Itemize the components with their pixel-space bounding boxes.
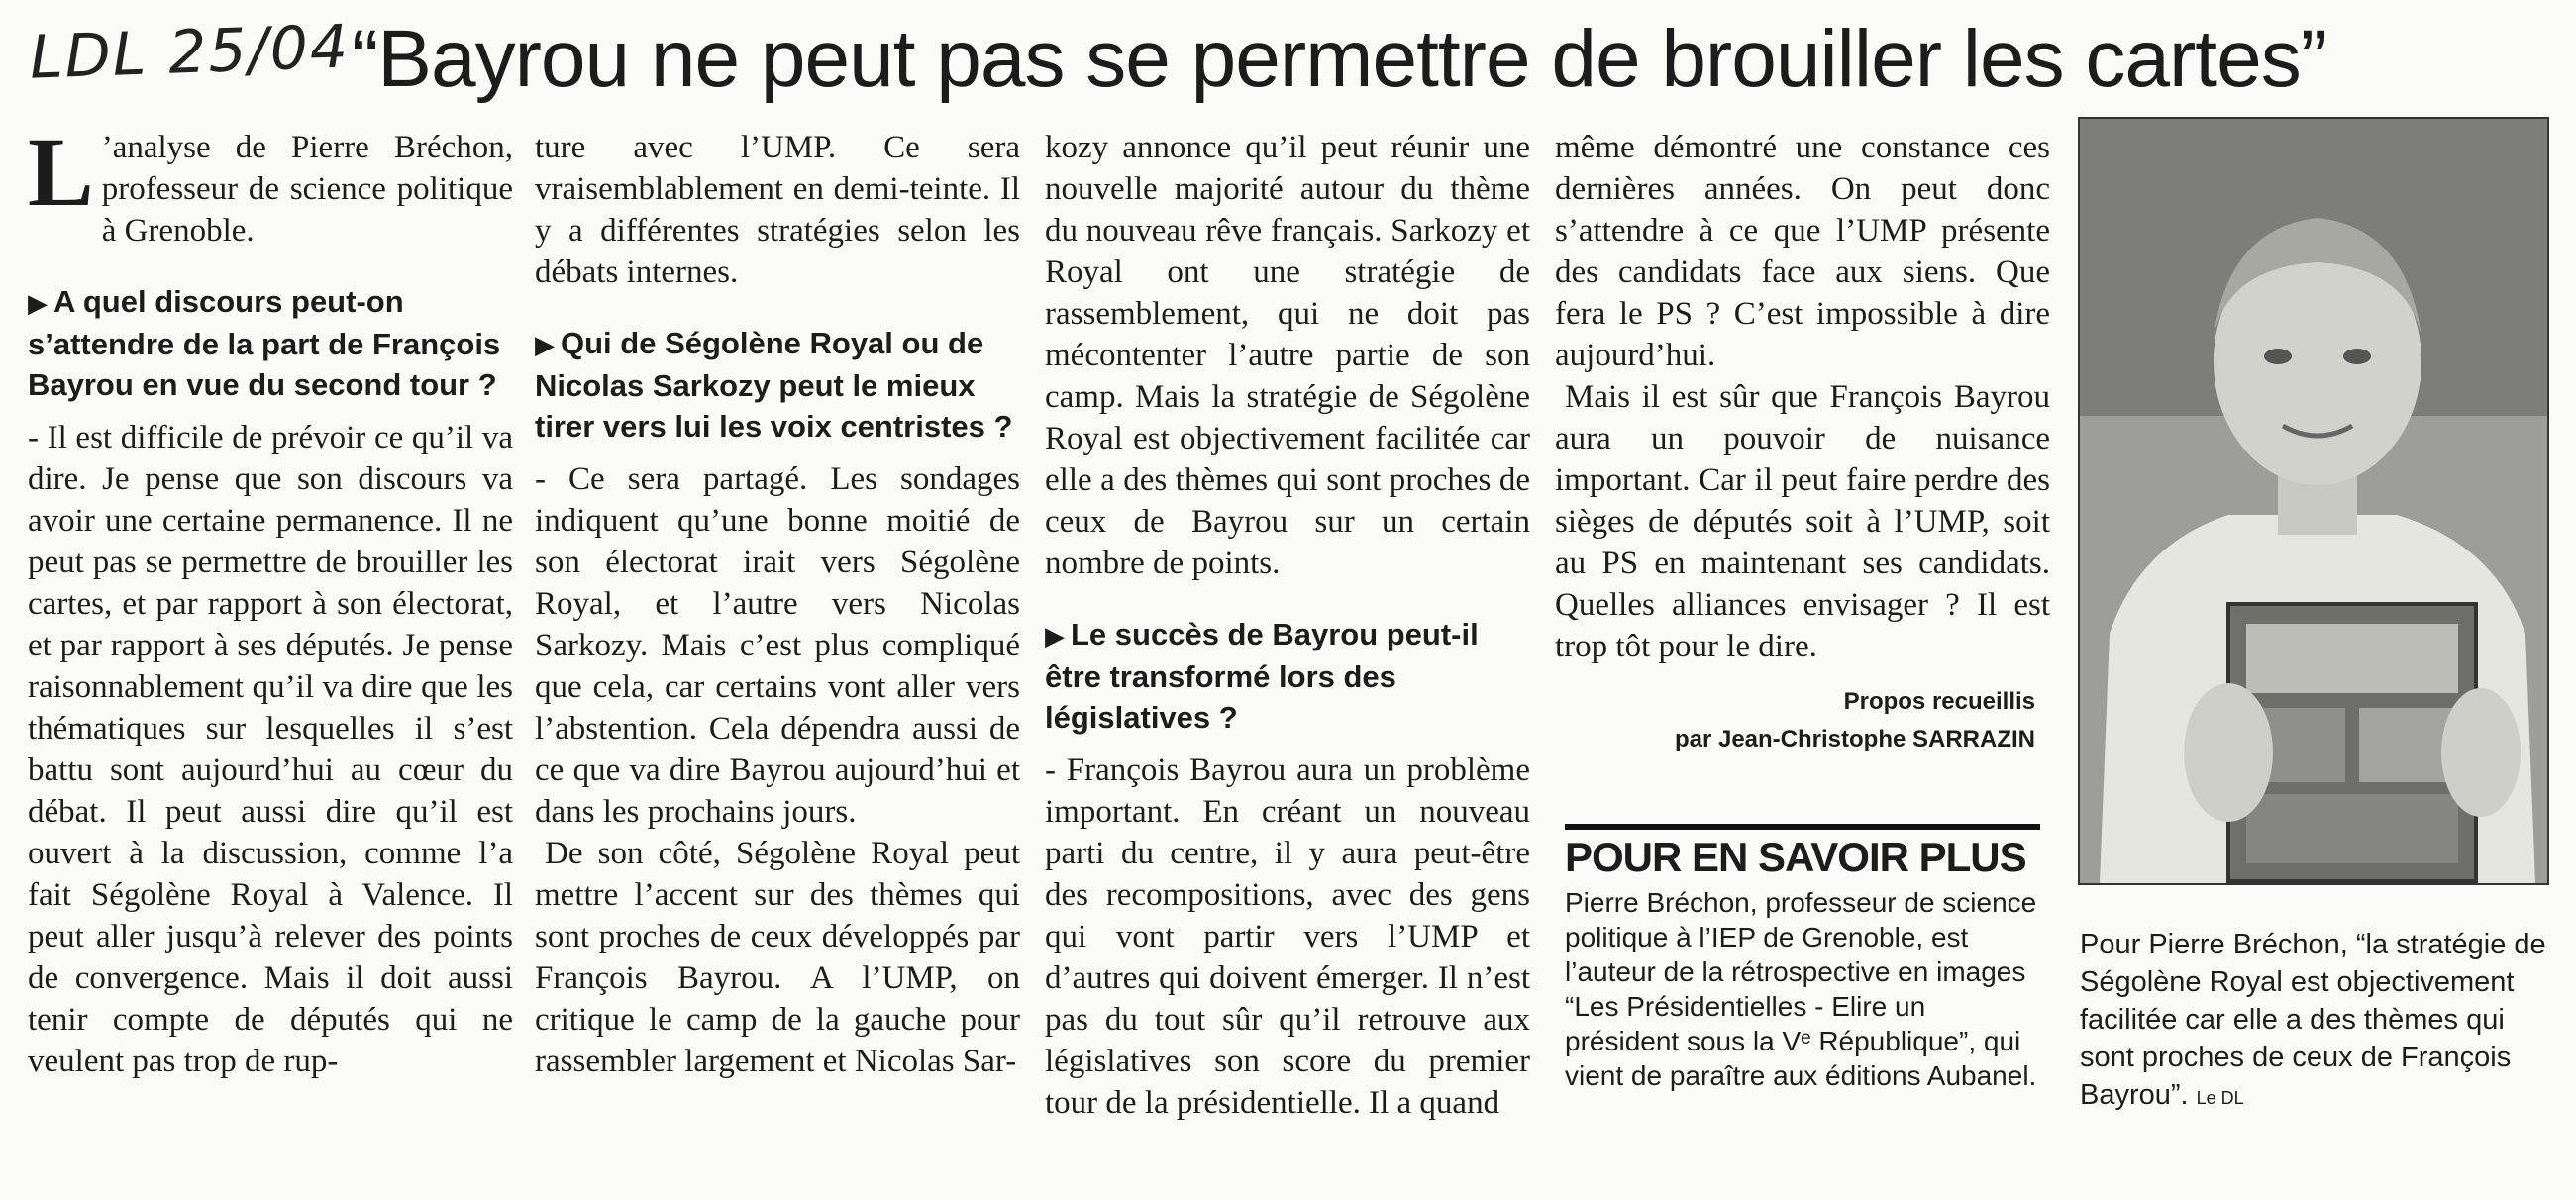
person-eye-right (2343, 349, 2371, 364)
answer-2-paragraph-2-part-2: kozy annonce qu’il peut réunir une nouvelle majorité autour du thème du nouveau rêve français. Sarkozy et Royal ont une stratégie de rassemblement, qui ne doit pas mécontenter l’autre partie de son camp. Mais la stratégie de Ségolène Royal est objectivement facilitée car elle a des thèmes qui sont proches de ceux de Bayrou sur un certain nombre de points. (1045, 130, 1530, 581)
info-box (1565, 824, 2040, 1093)
triangle-bullet-icon: ▶ (1045, 621, 1065, 650)
drop-cap: L (28, 117, 94, 227)
caption-text: Pour Pierre Bréchon, “la stratégie de Ségolène Royal est objectivement facilitée car elle a des thèmes qui sont proches de ceux de François Bayrou”. (2080, 929, 2546, 1111)
article-column-3 (1045, 127, 1530, 1124)
question-2 (535, 323, 1020, 447)
answer-1-part-1: - Il est difficile de prévoir ce qu’il va dire. Je pense que son discours va avoir une certaine permanence. Il ne peut pas se permettre de brouiller les cartes, et par rapport à son électorat, et par rapport à ses députés. Je pense raisonnablement qu’il va dire que les thématiques sur lesquelles il s’est battu sont aujourd’hui au cœur du débat. Il peut aussi dire qu’il est ouvert à la discussion, comme l’a fait Ségolène Royal à Valence. Il peut aller jusqu’à relever des points de convergence. Mais il doit aussi tenir compte de députés qui ne veulent pas trop de rup- (28, 420, 513, 1079)
question-1-text: A quel discours peut-on s’attendre de la part de François Bayrou en vue du second tour ? (28, 284, 501, 402)
photo-credit: Le DL (2196, 1088, 2244, 1108)
question-2-text: Qui de Ségolène Royal ou de Nicolas Sarkozy peut le mieux tirer vers lui les voix centristes ? (535, 326, 1013, 444)
book-image-3 (2246, 794, 2458, 863)
photo-caption (2080, 926, 2555, 1117)
handwritten-note: LDL 25/04 (28, 12, 352, 93)
intro-paragraph (28, 117, 513, 251)
person-hand-left (2184, 683, 2273, 822)
info-box-body: Pierre Bréchon, professeur de science politique à l’IEP de Grenoble, est l’auteur de la rétrospective en images “Les Présidentielles - Elire un président sous la Vᵉ République”, qui vient de paraître aux éditions Aubanel. (1565, 887, 2037, 1091)
person-hand-right (2441, 688, 2521, 817)
portrait-photo-icon (2078, 117, 2549, 885)
answer-2-paragraph-2-part-1: De son côté, Ségolène Royal peut mettre l’accent sur des thèmes qui sont proches de ceux développés par François Bayrou. A l’UMP, on critique le camp de la gauche pour rassembler largement et Nicolas Sar- (535, 836, 1020, 1079)
article-column-4 (1555, 127, 2050, 667)
info-box-title: POUR EN SAVOIR PLUS (1565, 834, 2026, 880)
article-column-2 (535, 127, 1020, 1082)
answer-1-part-2: ture avec l’UMP. Ce sera vraisemblablement en demi-teinte. Il y a différentes stratégies selon les débats internes. (535, 130, 1020, 290)
answer-3-paragraph-1-part-1: - François Bayrou aura un problème important. En créant un nouveau parti du centre, il y aura peut-être des recompositions, avec des gens qui vont partir vers l’UMP et d’autres qui doivent émerger. Il n’est pas du tout sûr qu’il retrouve aux législatives son score du premier tour de la présidentielle. Il a quand (1045, 752, 1530, 1121)
triangle-bullet-icon: ▶ (535, 330, 555, 359)
byline (1614, 683, 2035, 758)
answer-3-paragraph-2: Mais il est sûr que François Bayrou aura un pouvoir de nuisance important. Car il peut faire perdre des sièges de députés soit à l’UMP, soit au PS en maintenant ses candidats. Quelles alliances envisager ? Il est trop tôt pour le dire. (1555, 379, 2050, 664)
question-3-text: Le succès de Bayrou peut-il être transformé lors des législatives ? (1045, 617, 1479, 735)
answer-3-paragraph-1-part-2: même démontré une constance ces dernières années. On peut donc s’attendre à ce que l’UMP présente des candidats face aux siens. Que fera le PS ? C’est impossible à dire aujourd’hui. (1555, 130, 2050, 373)
question-1 (28, 281, 513, 405)
book-title-band (2246, 624, 2458, 693)
portrait-illustration (2080, 119, 2547, 883)
intro-text: ’analyse de Pierre Bréchon, professeur de science politique à Grenoble. (101, 130, 513, 249)
answer-2-paragraph-1: - Ce sera partagé. Les sondages indiquent qu’une bonne moitié de son électorat irait vers Ségolène Royal, et l’autre vers Nicolas Sarkozy. Mais c’est plus compliqué que cela, car certains vont aller vers l’abstention. Cela dépendra aussi de ce que va dire Bayrou aujourd’hui et dans les prochains jours. (535, 461, 1020, 830)
byline-line-2: par Jean-Christophe SARRAZIN (1674, 726, 2035, 752)
byline-line-1: Propos recueillis (1843, 688, 2035, 715)
article-headline: “Bayrou ne peut pas se permettre de brouiller les cartes” (352, 14, 2327, 104)
question-3 (1045, 614, 1530, 738)
article-column-1 (28, 117, 513, 1082)
person-eye-left (2264, 349, 2292, 364)
triangle-bullet-icon: ▶ (28, 288, 48, 318)
